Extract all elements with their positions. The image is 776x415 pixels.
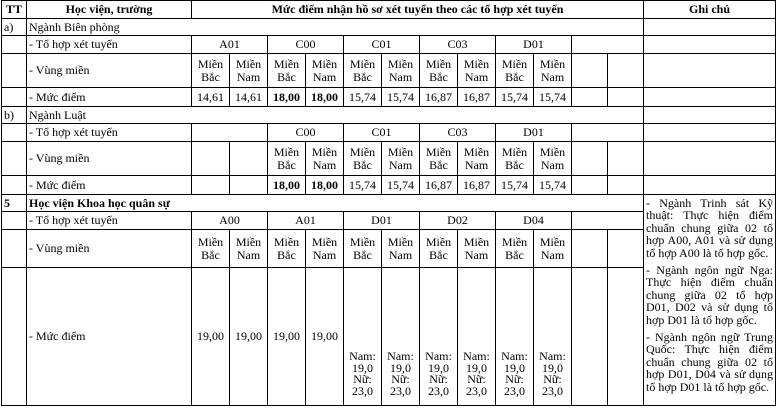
- combo-cell: D01: [496, 36, 572, 54]
- combo-cell: C03: [420, 36, 496, 54]
- region-south: Miền Nam: [534, 230, 572, 268]
- section-5-notes: [644, 195, 776, 406]
- region-north: Miền Bắc: [420, 142, 458, 176]
- combo-label: - Tổ hợp xét tuyển: [27, 124, 192, 142]
- region-label: - Vùng miền: [27, 142, 192, 176]
- section-b-region-row: [2, 142, 776, 176]
- score-cell: 16,87: [458, 88, 496, 107]
- section-a-score-row: [2, 88, 776, 107]
- combo-cell: D02: [420, 212, 496, 230]
- region-south: Miền Nam: [382, 54, 420, 88]
- section-b-score-row: [2, 176, 776, 195]
- region-label: - Vùng miền: [27, 54, 192, 88]
- section-5-title-row: [2, 195, 776, 212]
- region-south: Miền Nam: [382, 142, 420, 176]
- score-split-cell: Nam: 19,0 Nữ: 23,0: [420, 268, 458, 406]
- combo-cell: D04: [496, 212, 572, 230]
- score-cell: 14,61: [192, 88, 230, 107]
- region-north: Miền Bắc: [344, 54, 382, 88]
- section-b-combo-row: [2, 124, 776, 142]
- section-a-tt: a): [2, 19, 27, 36]
- combo-cell: C01: [344, 124, 420, 142]
- region-north: Miền Bắc: [420, 230, 458, 268]
- region-north: Miền Bắc: [496, 54, 534, 88]
- region-north: Miền Bắc: [268, 54, 306, 88]
- score-label: - Mức điểm: [27, 88, 192, 107]
- score-cell: 15,74: [344, 88, 382, 107]
- region-south: Miền Nam: [458, 54, 496, 88]
- header-tt: TT: [2, 1, 27, 19]
- note-item: - Ngành Trinh sát Kỹ thuật: Thực hiện điểm chuẩn chung giữa 02 tổ hợp A00, A01 và sử dụng tổ hợp A00 là tổ hợp gốc.: [646, 196, 774, 260]
- note-item: - Ngành ngôn ngữ Nga: Thực hiện điểm chuẩn chung giữa 02 tổ hợp D01, D02 và sử dụng tổ hợp D01 là tổ hợp gốc.: [646, 263, 774, 327]
- region-south: Miền Nam: [534, 142, 572, 176]
- section-b-name: Ngành Luật: [27, 107, 644, 124]
- section-b-title-row: [2, 107, 776, 124]
- section-a-title-row: [2, 19, 776, 36]
- score-cell: 16,87: [420, 176, 458, 195]
- score-split-cell: Nam: 19,0 Nữ: 23,0: [382, 268, 420, 406]
- region-north: Miền Bắc: [496, 230, 534, 268]
- combo-cell: A01: [268, 212, 344, 230]
- region-south: Miền Nam: [382, 230, 420, 268]
- header-note: Ghi chú: [644, 1, 776, 19]
- score-split-cell: Nam: 19,0 Nữ: 23,0: [458, 268, 496, 406]
- section-a-name: Ngành Biên phòng: [27, 19, 644, 36]
- admission-score-table: [1, 0, 776, 406]
- region-north: Miền Bắc: [268, 142, 306, 176]
- region-south: Miền Nam: [230, 230, 268, 268]
- region-south: Miền Nam: [306, 142, 344, 176]
- region-label: - Vùng miền: [27, 230, 192, 268]
- score-cell: 19,00: [268, 268, 306, 406]
- region-north: Miền Bắc: [420, 54, 458, 88]
- combo-cell: C01: [344, 36, 420, 54]
- combo-cell: D01: [496, 124, 572, 142]
- score-cell: 18,00: [268, 176, 306, 195]
- region-south: Miền Nam: [458, 230, 496, 268]
- region-north: Miền Bắc: [268, 230, 306, 268]
- score-cell: 15,74: [534, 88, 572, 107]
- region-north: Miền Bắc: [192, 230, 230, 268]
- section-a-region-row: [2, 54, 776, 88]
- region-north: Miền Bắc: [344, 230, 382, 268]
- region-north: Miền Bắc: [192, 54, 230, 88]
- score-label: - Mức điểm: [27, 176, 192, 195]
- score-cell: 16,87: [420, 88, 458, 107]
- section-5-tt: 5: [2, 195, 27, 212]
- score-split-cell: Nam: 19,0 Nữ: 23,0: [534, 268, 572, 406]
- table-header-row: [2, 1, 776, 19]
- combo-cell: C00: [268, 124, 344, 142]
- combo-cell: A01: [192, 36, 268, 54]
- region-south: Miền Nam: [534, 54, 572, 88]
- score-cell: 19,00: [192, 268, 230, 406]
- combo-cell: A00: [192, 212, 268, 230]
- score-cell: 15,74: [496, 176, 534, 195]
- region-south: Miền Nam: [306, 54, 344, 88]
- score-cell: 19,00: [306, 268, 344, 406]
- score-cell: 15,74: [382, 176, 420, 195]
- combo-cell: C03: [420, 124, 496, 142]
- region-north: Miền Bắc: [496, 142, 534, 176]
- score-label: - Mức điểm: [27, 268, 192, 406]
- combo-label: - Tổ hợp xét tuyển: [27, 212, 192, 230]
- section-b-tt: b): [2, 107, 27, 124]
- header-school: Học viện, trường: [27, 1, 192, 19]
- combo-cell: D01: [344, 212, 420, 230]
- score-split-cell: Nam: 19,0 Nữ: 23,0: [344, 268, 382, 406]
- region-north: Miền Bắc: [344, 142, 382, 176]
- score-cell: 15,74: [534, 176, 572, 195]
- note-item: - Ngành ngôn ngữ Trung Quốc: Thực hiện điểm chuẩn chung giữa 02 tổ hợp D01, D04 và sử dụng tổ hợp D01 là tổ hợp gốc.: [646, 330, 774, 394]
- score-cell: 14,61: [230, 88, 268, 107]
- score-cell: 16,87: [458, 176, 496, 195]
- combo-label: - Tổ hợp xét tuyển: [27, 36, 192, 54]
- region-south: Miền Nam: [458, 142, 496, 176]
- score-split-cell: Nam: 19,0 Nữ: 23,0: [496, 268, 534, 406]
- region-south: Miền Nam: [306, 230, 344, 268]
- region-south: Miền Nam: [230, 54, 268, 88]
- score-cell: 18,00: [306, 88, 344, 107]
- score-cell: 19,00: [230, 268, 268, 406]
- section-5-name: Học viện Khoa học quân sự: [27, 195, 644, 212]
- score-cell: 15,74: [496, 88, 534, 107]
- score-cell: 15,74: [382, 88, 420, 107]
- score-cell: 15,74: [344, 176, 382, 195]
- score-cell: 18,00: [268, 88, 306, 107]
- combo-cell: C00: [268, 36, 344, 54]
- section-a-combo-row: [2, 36, 776, 54]
- header-scores: Mức điểm nhận hồ sơ xét tuyển theo các tổ hợp xét tuyển: [192, 1, 644, 19]
- score-cell: 18,00: [306, 176, 344, 195]
